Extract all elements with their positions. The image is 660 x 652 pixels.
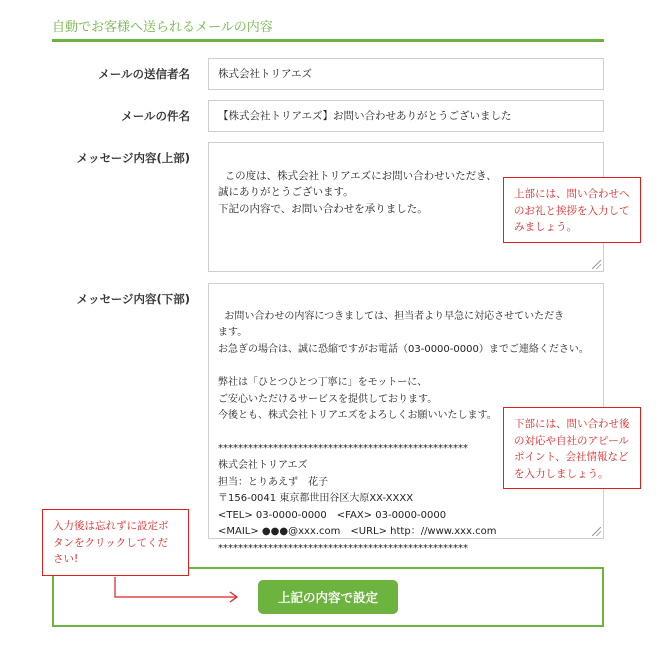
- note-submit: 入力後は忘れずに設定ボタンをクリックしてください!: [42, 509, 189, 576]
- sender-name-input[interactable]: 株式会社トリアエズ: [208, 58, 604, 90]
- note-message-top: 上部には、問い合わせへのお礼と挨拶を入力してみましょう。: [503, 177, 641, 243]
- sender-name-label: メールの送信者名: [98, 67, 190, 81]
- submit-settings-button[interactable]: 上記の内容で設定: [258, 580, 398, 614]
- note-message-bottom: 下部には、問い合わせ後の対応や自社のアピールポイント、会社情報などを入力しましょう。: [503, 407, 641, 489]
- section-title: 自動でお客様へ送られるメールの内容: [52, 20, 273, 35]
- message-bottom-text: お問い合わせの内容につきましては、担当者より早急に対応させていただき ます。 お急ぎの場合は、誠に恐縮ですがお電話（03-0000-0000）までご連絡ください。 弊社は「ひとつひとつ丁寧に」をモットーに、 ご安心いただけるサービスを提供しております。 今後とも、株式会社トリアエズをよろしくお願いいたします。 ************************************************** 株式会社トリアエズ 担当：とりあえず 花子 〒156-0041 東京都世田谷区大原XX-XXXX <TEL> 03-0000-0000 <FAX> 03-0000-0000 <MAIL> ●●●@xxx.com <URL> http：//www.xxx.com **************************************************: [218, 310, 589, 554]
- subject-input[interactable]: 【株式会社トリアエズ】お問い合わせありがとうございました: [208, 100, 604, 132]
- subject-label: メールの件名: [121, 109, 190, 123]
- message-top-label: メッセージ内容(上部): [76, 151, 190, 165]
- message-bottom-label: メッセージ内容(下部): [76, 292, 190, 306]
- message-top-text: この度は、株式会社トリアエズにお問い合わせいただき、 誠にありがとうございます。 下記の内容で、お問い合わせを承りました。: [218, 169, 497, 215]
